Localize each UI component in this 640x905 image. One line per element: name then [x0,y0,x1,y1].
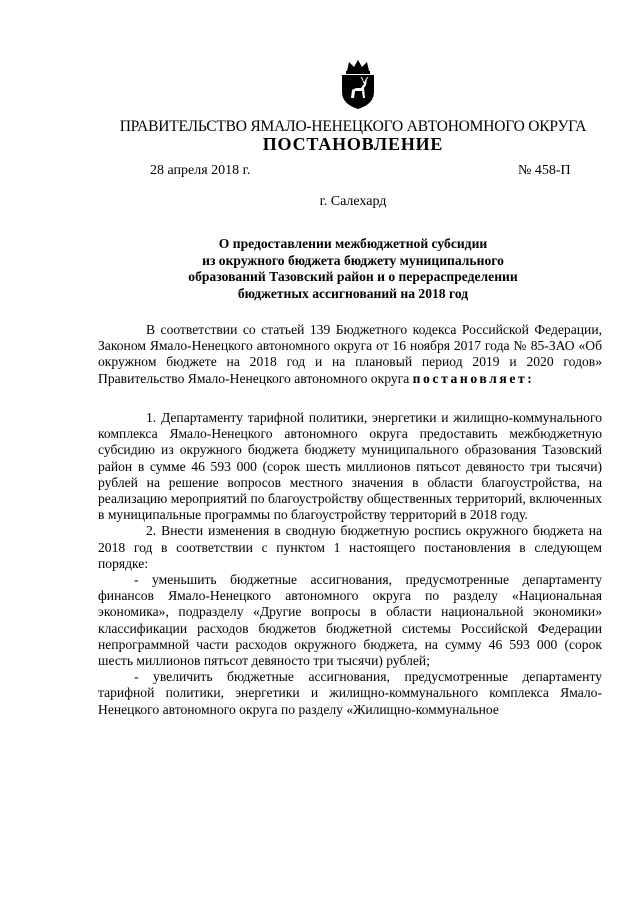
item-2: 2. Внести изменения в сводную бюджетную роспись окружного бюджета на 2018 год в соответствии с пунктом 1 настоящего постановления в следующем порядке: [98,523,602,571]
subject-line: бюджетных ассигнований на 2018 год [237,285,469,301]
decree-subject [80,236,626,302]
preamble-paragraph [98,322,602,387]
subject-line: из окружного бюджета бюджету муниципального [202,252,504,268]
government-title: ПРАВИТЕЛЬСТВО ЯМАЛО-НЕНЕЦКОГО АВТОНОМНОГО ОКРУГА [119,118,587,135]
decree-city: г. Салехард [319,194,387,209]
decree-title: ПОСТАНОВЛЕНИЕ [262,134,444,154]
subject-line: образований Тазовский район и о перераспределении [188,269,518,284]
decree-date: 28 апреля 2018 г. [150,163,251,178]
item-2-increase: - увеличить бюджетные ассигнования, предусмотренные департаменту тарифной политики, энергетики и жилищно-коммунального комплекса Ямало-Ненецкого автономного округа по разделу «Жилищно-коммунальное [98,669,602,717]
body-items [98,410,602,718]
decree-number: № 458-П [518,163,571,178]
resolves-word: постановляет: [412,370,535,386]
preamble-text: В соответствии со статьей 139 Бюджетного кодекса Российской Федерации, Законом Ямало-Ненецкого автономного округа от 16 ноября 2017 года № 85-ЗАО «Об окружном бюджете на 2018 год и на плановый период 2019 и 2020 годов» Правительство Ямало-Ненецкого автономного округа [98,322,602,386]
item-1: 1. Департаменту тарифной политики, энергетики и жилищно-коммунального комплекса Ямало-Ненецкого автономного округа предоставить межбюджетную субсидию из окружного бюджета бюджету муниципального образования Тазовский район в сумме 46 593 000 (сорок шесть миллионов пятьсот девяносто три тысячи) рублей на решение вопросов местного значения в области благоустройства, на реализацию мероприятий по благоустройству общественных территорий, включенных в муниципальные программы по благоустройству территорий в 2018 году. [98,410,602,523]
coat-of-arms-icon [334,58,382,110]
subject-line: О предоставлении межбюджетной субсидии [218,236,488,251]
item-2-reduce: - уменьшить бюджетные ассигнования, предусмотренные департаменту финансов Ямало-Ненецкого автономного округа по разделу «Национальная экономика», подразделу «Другие вопросы в области национальной экономики» классификации расходов бюджетов бюджетной системы Российской Федерации непрограммной части расходов окружного бюджета, на сумму 46 593 000 (сорок шесть миллионов пятьсот девяносто три тысячи) рублей; [98,572,602,669]
